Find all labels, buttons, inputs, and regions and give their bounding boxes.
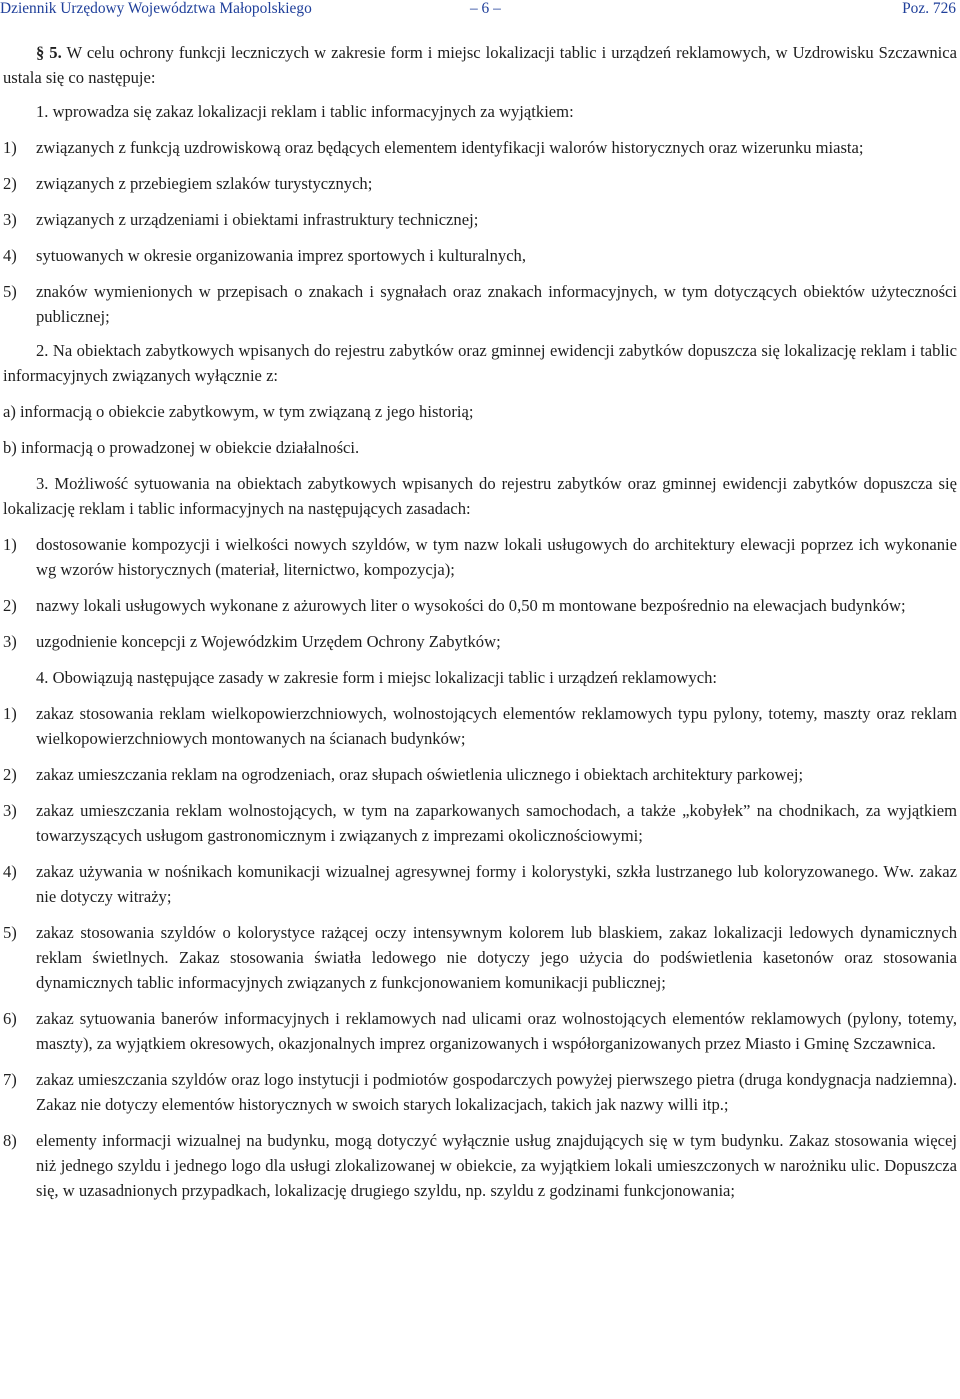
point-3-item	[3, 629, 957, 654]
item-text: zakaz umieszczania reklam wolnostojących, w tym na zaparkowanych samochodach, a także „kobyłek” na chodnikach, za wyjątkiem towarzyszących usługom gastronomicznym i związanych z imprezami okolicznościowymi;	[36, 801, 957, 845]
item-number: 3)	[3, 801, 17, 820]
page-number: – 6 –	[470, 0, 501, 17]
point-4-item	[3, 1006, 957, 1056]
item-number: 6)	[3, 1009, 17, 1028]
point-3-intro: 3. Możliwość sytuowania na obiektach zabytkowych wpisanych do rejestru zabytków oraz gminnej ewidencji zabytków dopuszcza się lokalizację reklam i tablic informacyjnych na następujących zasadach:	[3, 474, 957, 518]
item-text: elementy informacji wizualnej na budynku, mogą dotyczyć wyłącznie usług znajdujących się w tym budynku. Zakaz stosowania więcej niż jednego szyldu i jednego logo dla usługi zlokalizowanej w obiekcie, za wyjątkiem lokali umieszczonych w narożniku ulic. Dopuszcza się, w uzasadnionych przypadkach, lokalizację drugiego szyldu, np. szyldu z godzinami funkcjonowania;	[36, 1131, 957, 1200]
point-4-intro: 4. Obowiązują następujące zasady w zakresie form i miejsc lokalizacji tablic i urządzeń reklamowych:	[36, 668, 717, 687]
item-number: 2)	[3, 174, 17, 193]
point-1-item	[3, 279, 957, 329]
item-text: zakaz używania w nośnikach komunikacji wizualnej agresywnej formy i kolorystyki, szkła lustrzanego lub koloryzowanego. Ww. zakaz nie dotyczy witraży;	[36, 862, 957, 906]
point-4-item	[3, 1128, 957, 1203]
item-text: związanych z funkcją uzdrowiskową oraz będących elementem identyfikacji walorów historycznych oraz wizerunku miasta;	[36, 138, 864, 157]
item-number: 1)	[3, 138, 17, 157]
item-text: zakaz umieszczania reklam na ogrodzeniach, oraz słupach oświetlenia ulicznego i obiektach architektury parkowej;	[36, 765, 804, 784]
point-4-item	[3, 920, 957, 995]
section-number: § 5.	[36, 43, 62, 62]
item-number: 2)	[3, 596, 17, 615]
item-number: 5)	[3, 282, 17, 301]
point-2-intro: 2. Na obiektach zabytkowych wpisanych do rejestru zabytków oraz gminnej ewidencji zabytków dopuszcza się lokalizację reklam i tablic informacyjnych związanych wyłącznie z:	[3, 341, 957, 385]
point-4-item	[3, 1067, 957, 1117]
item-number: 8)	[3, 1131, 17, 1150]
item-text: związanych z przebiegiem szlaków turystycznych;	[36, 174, 373, 193]
document-body	[3, 40, 957, 1203]
point-4-item	[3, 798, 957, 848]
point-1-item	[3, 171, 957, 196]
item-text: uzgodnienie koncepcji z Wojewódzkim Urzędem Ochrony Zabytków;	[36, 632, 501, 651]
item-number: 1)	[3, 535, 17, 554]
item-text: sytuowanych w okresie organizowania imprez sportowych i kulturalnych,	[36, 246, 527, 265]
section-5-text: W celu ochrony funkcji leczniczych w zakresie form i miejsc lokalizacji tablic i urządzeń reklamowych, w Uzdrowisku Szczawnica ustala się co następuje:	[3, 43, 957, 87]
item-number: 4)	[3, 862, 17, 881]
item-number: 2)	[3, 765, 17, 784]
item-number: 5)	[3, 923, 17, 942]
point-3-item	[3, 532, 957, 582]
position-number: Poz. 726	[902, 0, 956, 17]
point-1-item	[3, 135, 957, 160]
point-3-item	[3, 593, 957, 618]
point-2-item: a) informacją o obiekcie zabytkowym, w tym związaną z jego historią;	[3, 402, 474, 421]
point-4-item	[3, 762, 957, 787]
point-2-item: b) informacją o prowadzonej w obiekcie działalności.	[3, 438, 360, 457]
journal-title: Dziennik Urzędowy Województwa Małopolskiego	[0, 0, 312, 17]
section-5-paragraph	[3, 40, 957, 90]
item-text: zakaz stosowania reklam wielkopowierzchniowych, wolnostojących elementów reklamowych typu pylony, totemy, maszty oraz reklam wielkopowierzchniowych montowanych na ścianach budynków;	[36, 704, 957, 748]
item-text: zakaz sytuowania banerów informacyjnych i reklamowych nad ulicami oraz wolnostojących elementów reklamowych (pylony, totemy, maszty), za wyjątkiem okresowych, okazjonalnych imprez organizowanych i współorganizowanych przez Miasto i Gminę Szczawnica.	[36, 1009, 957, 1053]
item-number: 3)	[3, 632, 17, 651]
point-1-intro: 1. wprowadza się zakaz lokalizacji reklam i tablic informacyjnych za wyjątkiem:	[36, 102, 574, 121]
item-text: związanych z urządzeniami i obiektami infrastruktury technicznej;	[36, 210, 479, 229]
point-4-item	[3, 701, 957, 751]
item-number: 7)	[3, 1070, 17, 1089]
page-header	[0, 0, 960, 20]
point-1-item	[3, 207, 957, 232]
item-number: 1)	[3, 704, 17, 723]
item-text: zakaz umieszczania szyldów oraz logo instytucji i podmiotów gospodarczych powyżej pierwszego pietra (druga kondygnacja nadziemna). Zakaz nie dotyczy elementów historycznych w swoich starych lokalizacjach, takich jak nazwy willi itp.;	[36, 1070, 957, 1114]
item-number: 3)	[3, 210, 17, 229]
item-text: zakaz stosowania szyldów o kolorystyce rażącej oczy intensywnym kolorem lub blaskiem, zakaz lokalizacji ledowych dynamicznych reklam świetlnych. Zakaz stosowania światła ledowego nie dotyczy jego użycia do podświetlenia kasetonów oraz stosowania dynamicznych tablic informacyjnych związanych z funkcjonowaniem komunikacji publicznej;	[36, 923, 957, 992]
item-number: 4)	[3, 246, 17, 265]
item-text: znaków wymienionych w przepisach o znakach i sygnałach oraz znakach informacyjnych, w tym dotyczących obiektów użyteczności publicznej;	[36, 282, 957, 326]
point-4-item	[3, 859, 957, 909]
item-text: dostosowanie kompozycji i wielkości nowych szyldów, w tym nazw lokali usługowych do architektury elewacji poprzez ich wykonanie wg wzorów historycznych (materiał, liternictwo, kompozycja);	[36, 535, 957, 579]
point-1-item	[3, 243, 957, 268]
item-text: nazwy lokali usługowych wykonane z ażurowych liter o wysokości do 0,50 m montowane bezpośrednio na elewacjach budynków;	[36, 596, 906, 615]
